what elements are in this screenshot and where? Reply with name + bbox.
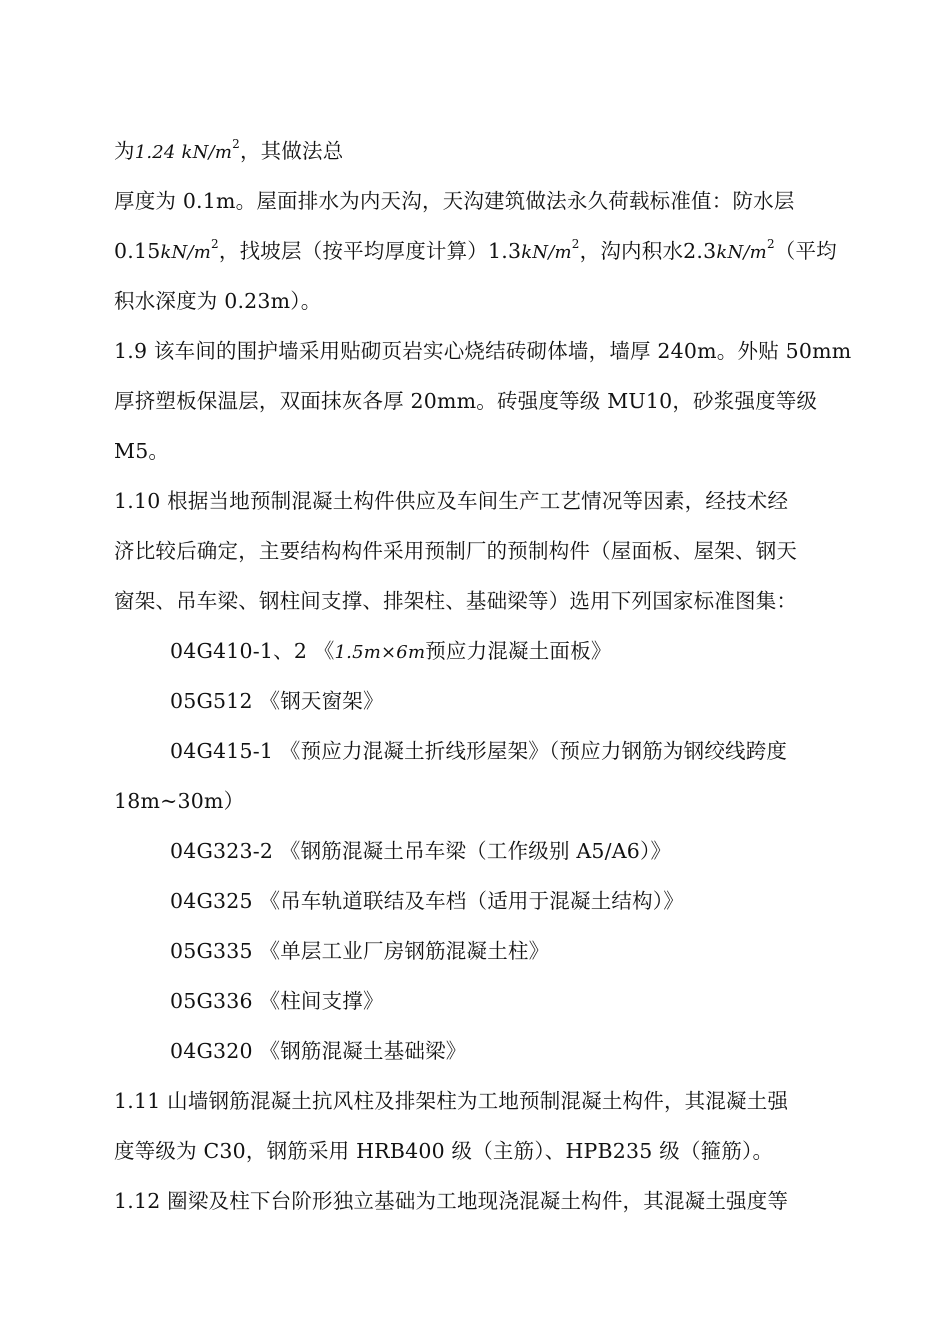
unit-formula: kN/m — [716, 242, 767, 263]
text-fragment: 为 — [114, 139, 135, 163]
text-line-8: 1.10 根据当地预制混凝土构件供应及车间生产工艺情况等因素，经技术经 — [114, 489, 789, 513]
unit-formula: kN/m — [521, 242, 572, 263]
text-fragment: 04G410-1、2 《 — [170, 639, 335, 663]
text-line-2: 厚度为 0.1m。屋面排水为内天沟，天沟建筑做法永久荷载标准值：防水层 — [114, 189, 795, 213]
unit-formula: kN/m — [160, 242, 212, 263]
text-fragment: 预应力混凝土面板》 — [425, 639, 612, 663]
text-fragment: 0.15 — [114, 239, 161, 263]
text-line-1 — [114, 126, 862, 176]
superscript: 2 — [571, 237, 580, 252]
standard-atlas-item: 04G325 《吊车轨道联结及车档（适用于混凝土结构）》 — [170, 889, 684, 913]
text-fragment: （平均 — [774, 239, 837, 263]
text-fragment: ，其做法总 — [239, 139, 344, 163]
text-line-14: 18m~30m） — [114, 789, 245, 813]
dimension-formula: 1.5m×6m — [334, 642, 426, 663]
text-line-4: 积水深度为 0.23m）。 — [114, 289, 322, 313]
text-line-5: 1.9 该车间的围护墙采用贴砌页岩实心烧结砖砌体墙，墙厚 240m。外贴 50mm — [114, 339, 852, 363]
standard-atlas-item: 04G320 《钢筋混凝土基础梁》 — [170, 1039, 467, 1063]
standard-atlas-item: 05G336 《柱间支撑》 — [170, 989, 384, 1013]
text-line-3 — [114, 226, 862, 276]
standard-atlas-item: 04G415-1 《预应力混凝土折线形屋架》（预应力钢筋为钢绞线跨度 — [170, 739, 788, 763]
standard-atlas-item: 05G512 《钢天窗架》 — [170, 689, 384, 713]
standard-atlas-item: 04G323-2 《钢筋混凝土吊车梁（工作级别 A5/A6）》 — [170, 839, 672, 863]
text-line-6: 厚挤塑板保温层，双面抹灰各厚 20mm。砖强度等级 MU10，砂浆强度等级 — [114, 389, 818, 413]
text-fragment: ，找坡层（按平均厚度计算）1.3 — [218, 239, 522, 263]
text-line-22: 1.12 圈梁及柱下台阶形独立基础为工地现浇混凝土构件，其混凝土强度等 — [114, 1189, 789, 1213]
document-body — [114, 126, 862, 1226]
superscript: 2 — [232, 137, 240, 152]
text-line-7: M5。 — [114, 439, 170, 463]
text-line-9: 济比较后确定，主要结构构件采用预制厂的预制构件（屋面板、屋架、钢天 — [114, 539, 798, 563]
text-line-21: 度等级为 C30，钢筋采用 HRB400 级（主筋）、HPB235 级（箍筋）。 — [114, 1139, 774, 1163]
unit-formula: 1.24 kN/m — [134, 142, 233, 163]
text-fragment: ，沟内积水2.3 — [579, 239, 717, 263]
superscript: 2 — [211, 237, 219, 252]
superscript: 2 — [766, 237, 775, 252]
standard-atlas-item — [114, 626, 862, 676]
standard-atlas-item: 05G335 《单层工业厂房钢筋混凝土柱》 — [170, 939, 550, 963]
text-line-10: 窗架、吊车梁、钢柱间支撑、排架柱、基础梁等）选用下列国家标准图集： — [114, 589, 798, 613]
text-line-20: 1.11 山墙钢筋混凝土抗风柱及排架柱为工地预制混凝土构件，其混凝土强 — [114, 1089, 789, 1113]
